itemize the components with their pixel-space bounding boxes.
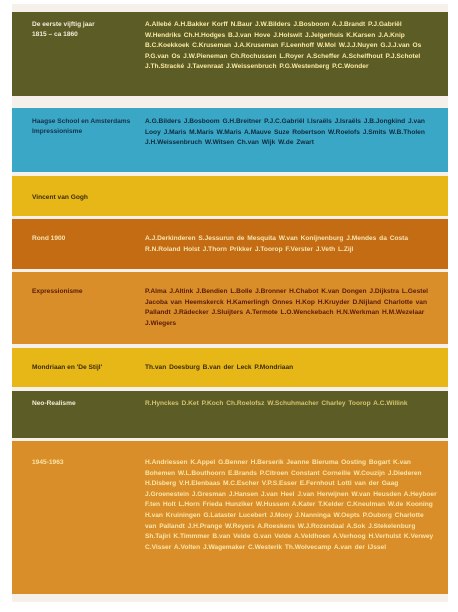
band-rond-1900 (12, 219, 448, 269)
band-label: Mondriaan en 'De Stijl' (32, 364, 103, 371)
artist-list: A.G.Bilders J.Bosboom G.H.Breitner P.J.C.Gabriël I.Israëls J.Israëls J.B.Jongkind J.van Looy J.Maris M.Maris W.Maris A.Mauve Suze Robertson W.Roelofs J.Smits W.B.Tholen J.H.Weissenbruch W.Witsen Ch.van Wijk W.de Zwart (145, 118, 425, 147)
band-label: Vincent van Gogh (32, 194, 88, 201)
band-label: Expressionisme (32, 288, 83, 295)
band-1945-1963 (12, 441, 448, 594)
artist-list: R.Hynckes D.Ket P.Koch Ch.Roelofsz W.Schuhmacher Charley Toorop A.C.Willink (145, 400, 408, 407)
band-van-gogh (12, 176, 448, 216)
band-neo-realisme (12, 391, 448, 438)
band-expressionisme (12, 272, 448, 344)
band-label: Haagse School en Amsterdams Impressionisme (32, 118, 131, 135)
artist-list: A.Allebé A.H.Bakker Korff N.Baur J.W.Bilders J.Bosboom A.J.Brandt P.J.Gabriël W.Hendriks Ch.H.Hodges B.J.van Hove J.Holswit J.Jelgerhuis K.Karsen J.A.Knip B.C.Koekkoek C.Kruseman J.A.Kruseman F.Leenhoff W.Mol W.J.J.Nuyen G.J.J.van Os P.G.van Os J.W.Pieneman Ch.Rochussen L.Royer A.Scheffer A.Schelfhout P.J.Schotel J.Th.Stracké J.Tavenraat J.Weissenbruch P.G.Westenberg P.C.Wonder (145, 21, 422, 71)
band-label: De eerste vijftig jaar 1815 – ca 1860 (32, 21, 95, 38)
catalogue-page (12, 4, 448, 602)
artist-list: P.Alma J.Altink J.Bendien L.Bolle J.Bronner H.Chabot K.van Dongen J.Dijkstra L.Gestel Jacoba van Heemskerck H.Kamerlingh Onnes H.Kop H.Kruyder D.Nijland Charlotte van Pallandt J.Rädecker J.Sluijters A.Termote L.O.Wenckebach H.N.Werkman H.M.Wezelaar J.Wiegers (145, 288, 428, 327)
band-label: 1945-1963 (32, 459, 64, 466)
artist-list: H.Andriessen K.Appel G.Benner H.Berserik Jeanne Bieruma Oosting Bogart K.van Bohemen W.L.Bouthoorn E.Brands P.Citroen Constant Corneille W.Couzijn J.Diederen H.Disberg V.H.Elenbaas M.C.Escher V.P.S.Esser E.Fernhout Lotti van der Gaag J.Groenestein J.Gresman J.Hansen J.van Heel J.van Herwijnen W.van Heusden A.Heyboer F.ten Holt L.Horn Frieda Hunziker W.Hussem A.Kater T.Kelder C.Kneulman W.de Kooning H.van Kruiningen G.Lataster Lucebert J.Mooy J.Nanninga W.Oepts P.Ouborg Charlotte van Pallandt J.H.Prange W.Reyers A.Roeskens W.J.Rozendaal A.Sok J.Stekelenburg Sh.Tajiri K.Timmmer B.van Velde G.van Velde A.Veldhoen A.Verhoog H.Verhulst K.Verwey C.Visser A.Volten J.Wagemaker C.Westerik Th.Wolvecamp A.van der IJssel (145, 459, 437, 551)
artist-list: A.J.Derkinderen S.Jessurun de Mesquita W.van Konijnenburg J.Mendes da Costa R.N.Roland Holst J.Thorn Prikker J.Toorop F.Verster J.Veth L.Zijl (145, 235, 409, 253)
artist-list: Th.van Doesburg B.van der Leck P.Mondriaan (145, 364, 294, 371)
band-eerste-vijftig-jaar (12, 12, 448, 96)
band-mondriaan-de-stijl (12, 348, 448, 387)
band-label: Neo-Realisme (32, 400, 76, 407)
band-haagse-school (12, 108, 448, 172)
band-label: Rond 1900 (32, 235, 66, 242)
